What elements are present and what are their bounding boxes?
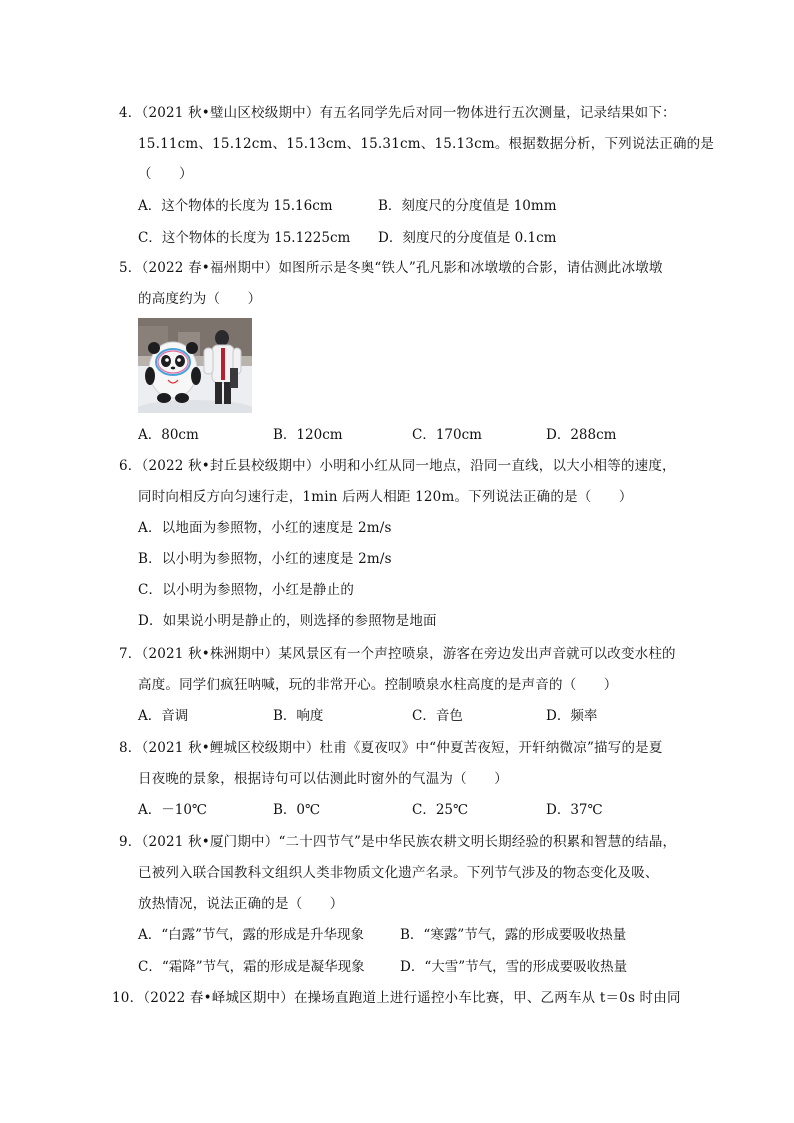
photo-illustration [138,318,252,413]
question-7-option-b[interactable]: B．响度 [273,708,324,724]
question-7-option-d[interactable]: D．频率 [546,708,598,724]
question-9-option-c[interactable]: C．“霜降”节气，霜的形成是凝华现象 [138,959,365,975]
question-10-stem-line-1: 10．（2022 春•峄城区期中）在操场直跑道上进行遥控小车比赛，甲、乙两车从 t＝0s 时由同 [112,990,681,1006]
question-4-stem-line-2: 15.11cm、15.12cm、15.13cm、15.31cm、15.13cm。根据数据分析，下列说法正确的是 [138,136,715,152]
question-6-stem-line-2: 同时向相反方向匀速行走，1min 后两人相距 120m。下列说法正确的是（ ） [138,489,633,505]
question-7-option-c[interactable]: C．音色 [412,708,463,724]
question-8-stem-line-1: 8．（2021 秋•鲤城区校级期中）杜甫《夏夜叹》中“仲夏苦夜短，开轩纳微凉”描写的是夏 [119,740,663,756]
question-5-option-d[interactable]: D．288cm [546,427,617,443]
question-8-option-d[interactable]: D．37℃ [546,802,603,818]
question-6-option-b[interactable]: B．以小明为参照物，小红的速度是 2m/s [138,551,392,567]
question-5-option-c[interactable]: C．170cm [412,427,482,443]
question-9-stem-line-1: 9．（2021 秋•厦门期中）“二十四节气”是中华民族农耕文明长期经验的积累和智慧的结晶， [119,834,677,850]
question-8-stem-line-2: 日夜晚的景象，根据诗句可以估测此时窗外的气温为（ ） [138,771,508,787]
question-9-option-a[interactable]: A．“白露”节气，露的形成是升华现象 [138,927,365,943]
question-8-option-b[interactable]: B．0℃ [273,802,321,818]
question-9-stem-line-2: 已被列入联合国教科文组织人类非物质文化遗产名录。下列节气涉及的物态变化及吸、 [138,865,659,881]
question-6-option-c[interactable]: C．以小明为参照物，小红是静止的 [138,582,355,598]
question-5-stem-line-1: 5．（2022 春•福州期中）如图所示是冬奥“铁人”孔凡影和冰墩墩的合影，请估测此冰墩墩 [119,260,663,276]
question-4-option-a[interactable]: A．这个物体的长度为 15.16cm [138,198,333,214]
question-6-option-a[interactable]: A．以地面为参照物，小红的速度是 2m/s [138,520,392,536]
question-4-stem-line-3: （ ） [138,166,193,182]
question-9-option-d[interactable]: D．“大雪”节气，雪的形成要吸收热量 [400,959,628,975]
question-9-option-b[interactable]: B．“寒露”节气，露的形成要吸收热量 [400,927,627,943]
question-5-option-b[interactable]: B．120cm [273,427,343,443]
question-5-option-a[interactable]: A．80cm [138,427,199,443]
question-6-option-d[interactable]: D．如果说小明是静止的，则选择的参照物是地面 [138,613,437,629]
question-9-stem-line-3: 放热情况，说法正确的是（ ） [138,896,344,912]
bing-dwen-dwen-photo [138,318,252,413]
question-8-option-c[interactable]: C．25℃ [412,802,469,818]
question-4-option-b[interactable]: B．刻度尺的分度值是 10mm [378,198,557,214]
question-8-option-a[interactable]: A．－10℃ [138,802,208,818]
question-4-option-c[interactable]: C．这个物体的长度为 15.1225cm [138,230,351,246]
question-7-stem-line-1: 7．（2021 秋•株洲期中）某风景区有一个声控喷泉，游客在旁边发出声音就可以改变水柱的 [119,646,676,662]
question-4-stem-line-1: 4．（2021 秋•璧山区校级期中）有五名同学先后对同一物体进行五次测量，记录结果如下： [119,105,676,121]
question-5-stem-line-2: 的高度约为（ ） [138,291,262,307]
question-4-option-d[interactable]: D．刻度尺的分度值是 0.1cm [378,230,557,246]
question-7-option-a[interactable]: A．音调 [138,708,189,724]
question-7-stem-line-2: 高度。同学们疯狂呐喊，玩的非常开心。控制喷泉水柱高度的是声音的（ ） [138,677,618,693]
question-6-stem-line-1: 6．（2022 秋•封丘县校级期中）小明和小红从同一地点，沿同一直线，以大小相等的速度， [119,458,676,474]
